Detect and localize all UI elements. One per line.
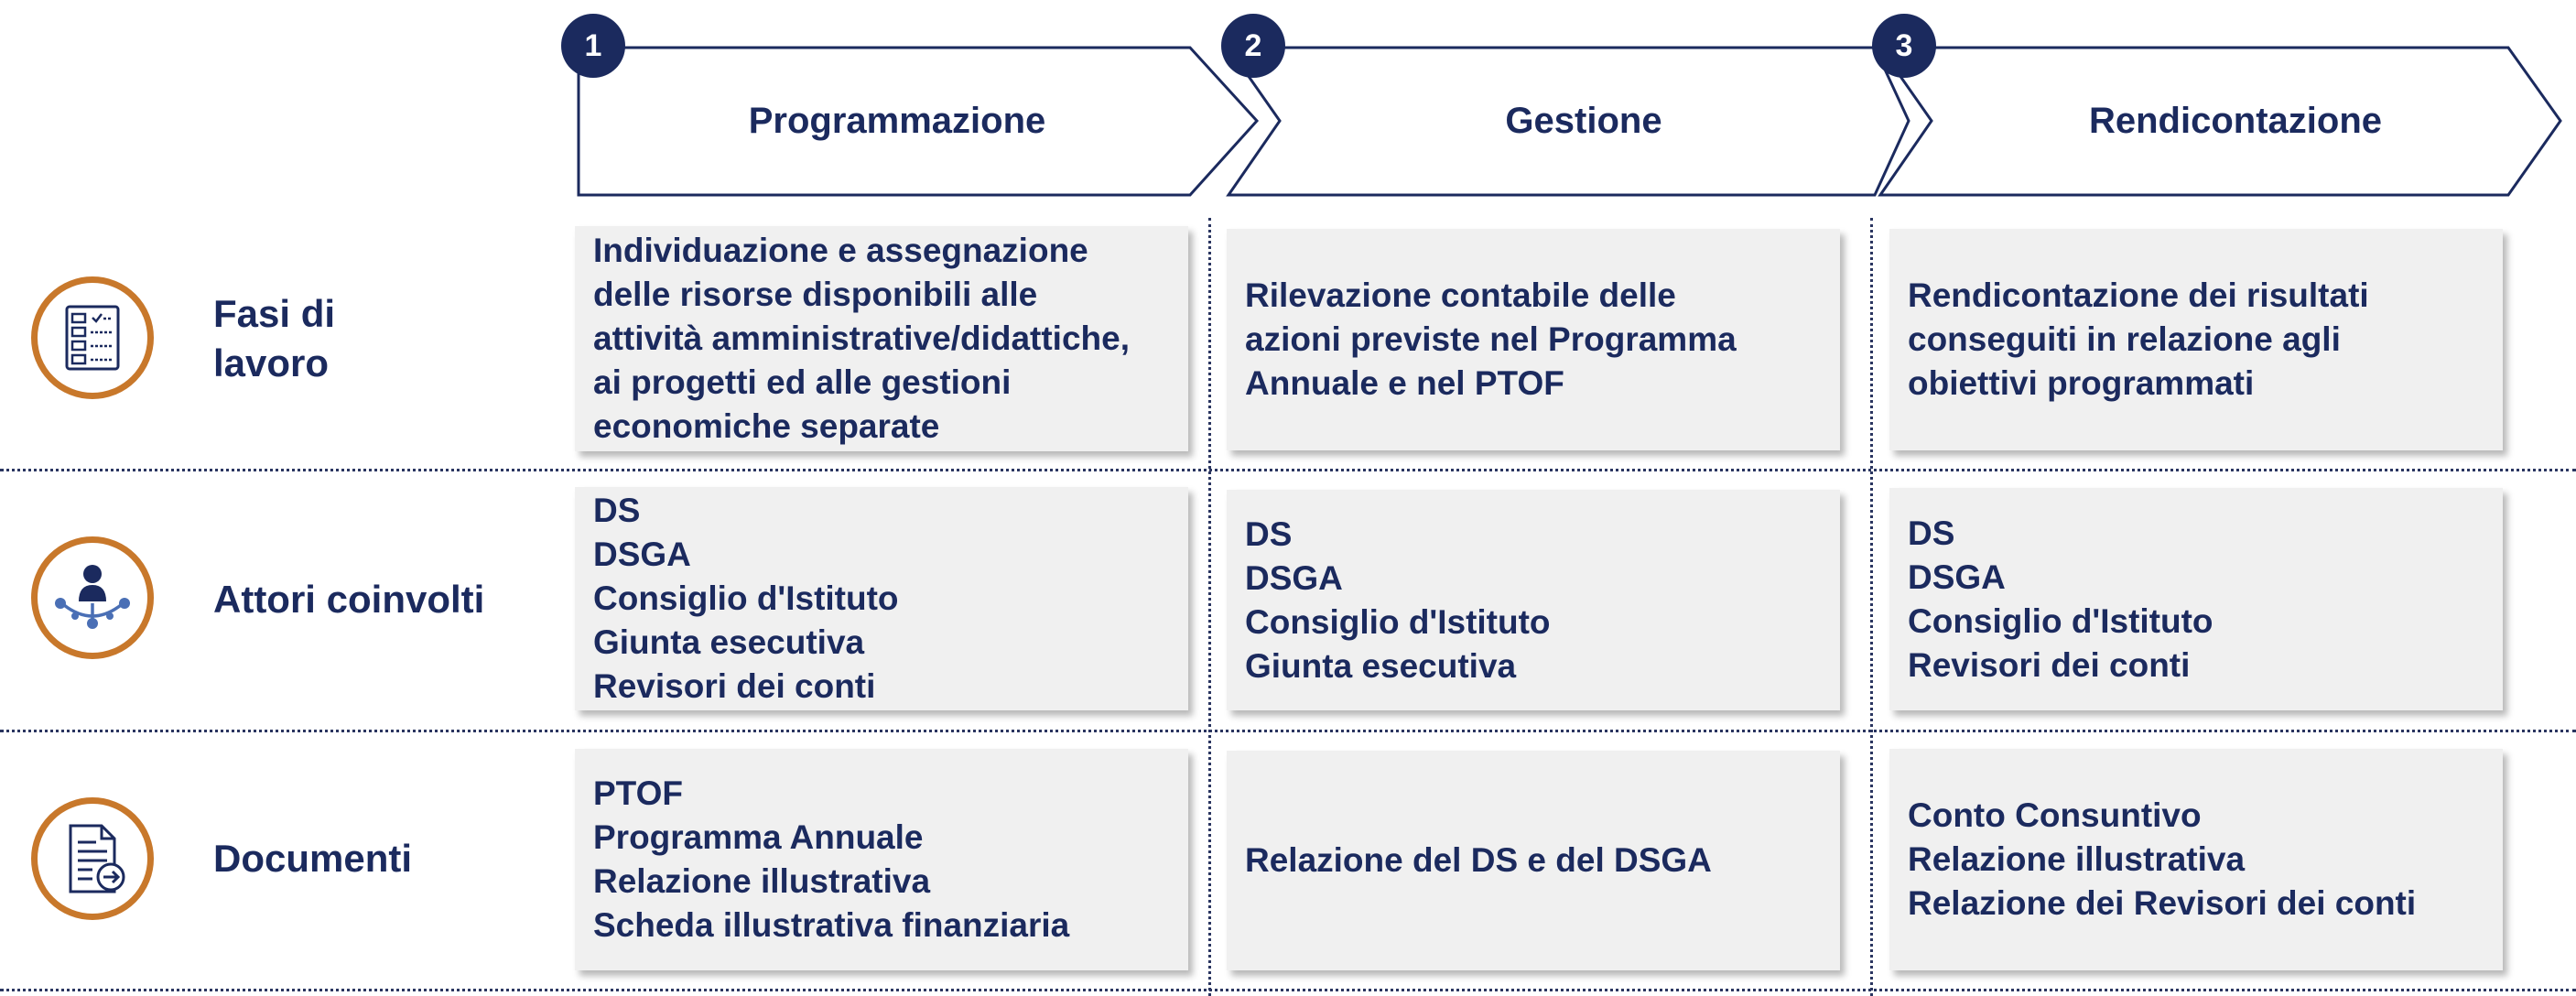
people-network-icon [51, 561, 134, 634]
row-icon-attori [31, 536, 154, 659]
cell-line: Rendicontazione dei risultati [1908, 276, 2369, 314]
row-label-attori [213, 575, 484, 624]
row-label-fasi [213, 289, 335, 388]
cell-attori-programmazione [575, 487, 1188, 710]
cell-line: DSGA [1245, 558, 1343, 597]
phase-header-gestione [1227, 46, 1922, 197]
cell-line: Annuale e nel PTOF [1245, 364, 1564, 402]
cell-fasi-programmazione [575, 226, 1188, 451]
cell-documenti-programmazione [575, 749, 1188, 970]
row-icon-documenti [31, 797, 154, 920]
row-icon-fasi [31, 276, 154, 399]
row-label-line: Documenti [213, 837, 413, 880]
cell-line: Relazione del DS e del DSGA [1245, 841, 1712, 879]
document-arrow-icon [56, 822, 129, 895]
cell-fasi-rendicontazione [1889, 229, 2503, 450]
cell-line: PTOF [593, 774, 683, 812]
cell-line: Giunta esecutiva [593, 623, 865, 661]
cell-line: delle risorse disponibili alle [593, 276, 1038, 313]
cell-line: Consiglio d'Istituto [593, 579, 899, 617]
row-label-line: Attori coinvolti [213, 578, 485, 621]
row-separator [0, 469, 2576, 471]
cell-line: Conto Consuntivo [1908, 796, 2202, 834]
column-separator [1208, 218, 1211, 996]
phase-number-badge: 2 [1221, 14, 1285, 78]
phase-title: Programmazione [748, 101, 1046, 141]
cell-documenti-gestione [1227, 751, 1840, 970]
cell-line: DSGA [1908, 558, 2006, 596]
checklist-icon [56, 301, 129, 374]
cell-line: economiche separate [593, 407, 940, 445]
cell-line: obiettivi programmati [1908, 364, 2255, 402]
cell-attori-rendicontazione [1889, 488, 2503, 710]
cell-fasi-gestione [1227, 229, 1840, 450]
cell-attori-gestione [1227, 490, 1840, 710]
cell-documenti-rendicontazione [1889, 749, 2503, 970]
cell-line: azioni previste nel Programma [1245, 320, 1737, 358]
phase-title: Rendicontazione [2088, 101, 2383, 141]
cell-line: Individuazione e assegnazione [593, 232, 1088, 269]
phase-number-badge: 3 [1872, 14, 1936, 78]
cell-line: DS [1908, 514, 1955, 552]
row-separator [0, 989, 2576, 991]
column-separator [1870, 218, 1873, 996]
phase-header-rendicontazione [1878, 46, 2574, 197]
cell-line: DSGA [593, 536, 691, 573]
cell-line: Relazione illustrativa [1908, 840, 2246, 878]
cell-line: Relazione illustrativa [593, 862, 931, 900]
row-label-line: lavoro [213, 341, 330, 384]
cell-line: Revisori dei conti [1908, 645, 2191, 684]
cell-line: Consiglio d'Istituto [1245, 602, 1551, 641]
row-separator [0, 730, 2576, 732]
phase-number-badge: 1 [561, 14, 625, 78]
cell-line: DS [1245, 514, 1293, 553]
cell-line: conseguiti in relazione agli [1908, 320, 2341, 358]
cell-line: ai progetti ed alle gestioni [593, 363, 1012, 401]
cell-line: attività amministrative/didattiche, [593, 319, 1131, 357]
cell-line: Giunta esecutiva [1245, 646, 1517, 685]
cell-line: Consiglio d'Istituto [1908, 601, 2213, 640]
cell-line: DS [593, 492, 641, 529]
row-label-line: Fasi di [213, 292, 336, 335]
cell-line: Scheda illustrativa finanziaria [593, 906, 1070, 944]
phase-header-programmazione [577, 46, 1272, 197]
cell-line: Rilevazione contabile delle [1245, 276, 1676, 314]
cell-line: Relazione dei Revisori dei conti [1908, 884, 2417, 922]
cell-line: Programma Annuale [593, 818, 924, 856]
row-label-documenti [213, 834, 412, 883]
cell-line: Revisori dei conti [593, 667, 876, 705]
phase-title: Gestione [1505, 101, 1662, 141]
